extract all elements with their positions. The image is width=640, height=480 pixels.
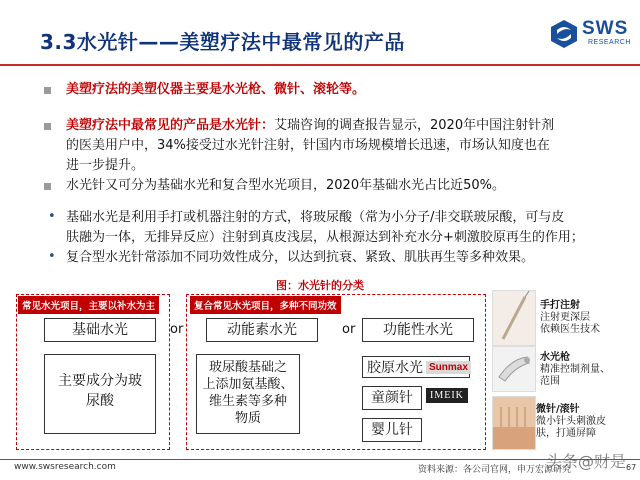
bullet-1-highlight: 美塑疗法的美塑仪器主要是水光枪、微针、滚轮等。 — [66, 82, 366, 97]
sub-bullet-1-line: 肤融为一体，无排异反应）注射到真皮浅层，从根源达到补充水分+刺激胶原再生的作用； — [66, 230, 584, 245]
side-label-title: 手打注射 — [540, 300, 580, 311]
bullet-1 — [66, 80, 365, 100]
logo-subtext: RESEARCH — [588, 39, 631, 46]
basic-desc-line: 尿酸 — [86, 393, 114, 409]
compound-group-tag: 复合常见水光项目，多种不同功效 — [190, 296, 341, 314]
sunmax-brand-logo: Sunmax — [426, 361, 471, 374]
footer-url: www.swsresearch.com — [14, 462, 116, 472]
sub-bullet-2 — [66, 248, 534, 268]
dot-bullet-icon: • — [48, 209, 56, 224]
sub-bullet-2-line: 复合型水光针常添加不同功效性成分，以达到抗衰、紧致、肌肤再生等多种效果。 — [66, 250, 535, 265]
or-label: or — [170, 322, 184, 337]
footer-divider — [0, 459, 640, 460]
sws-logo-icon — [548, 18, 580, 50]
page-number: 67 — [626, 463, 637, 472]
water-gun-icon — [492, 346, 536, 392]
bullet-2-line: 艾瑞咨询的调查报告显示，2020年中国注射针剂 — [274, 118, 555, 133]
basic-water-box: 基础水光 — [44, 318, 156, 342]
power-desc-line: 维生素等多种 — [208, 394, 287, 409]
bullet-3 — [66, 176, 505, 196]
syringe-hand-icon — [492, 290, 536, 346]
functional-water-box: 功能性水光 — [362, 318, 474, 342]
watermark: 头条@财是 — [546, 452, 627, 471]
bullet-square-icon — [44, 183, 51, 190]
side-label-manual — [540, 300, 600, 336]
logo-text: SWS — [582, 18, 629, 39]
collagen-water-label: 胶原水光 — [367, 360, 423, 376]
or-label: or — [342, 322, 356, 337]
bullet-2-highlight: 美塑疗法中最常见的产品是水光针： — [66, 118, 275, 133]
power-water-box: 动能素水光 — [206, 318, 318, 342]
power-desc-box — [196, 354, 300, 434]
power-desc-line: 玻尿酸基础之 — [208, 360, 287, 375]
bullet-square-icon — [44, 123, 51, 130]
side-label-line: 注射更深层 — [540, 312, 590, 323]
basic-desc-box — [44, 354, 156, 434]
footer-source: 资料来源：各公司官网，申万宏源研究 — [418, 465, 572, 475]
microneedle-icon — [492, 396, 536, 450]
side-label-microneedle — [536, 404, 606, 440]
page-title: 3.3水光针——美塑疗法中最常见的产品 — [40, 30, 405, 54]
side-label-line: 微小针头刺激皮 — [536, 416, 606, 427]
basic-desc-line: 主要成分为玻 — [58, 373, 142, 389]
sub-bullet-1-line: 基础水光是利用手打或机器注射的方式，将玻尿酸（常为小分子/非交联玻尿酸，可与皮 — [66, 210, 565, 225]
bullet-square-icon — [44, 87, 51, 94]
power-desc-line: 物质 — [234, 411, 261, 426]
power-desc-line: 上添加氨基酸、 — [202, 377, 294, 392]
sub-bullet-1 — [66, 208, 636, 248]
side-label-title: 水光枪 — [540, 352, 570, 363]
youth-needle-box: 童颜针 — [362, 386, 422, 410]
side-label-gun — [540, 352, 610, 388]
side-label-line: 依赖医生技术 — [540, 324, 600, 335]
figure-caption: 图：水光针的分类 — [276, 279, 364, 292]
side-label-line: 精准控制剂量、 — [540, 364, 610, 375]
bullet-2-line: 的医美用户中，34%接受过水光针注射，针国内市场规模增长迅速，市场认知度也在 — [66, 138, 550, 153]
baby-needle-box: 婴儿针 — [362, 418, 422, 442]
bullet-2 — [66, 116, 626, 176]
imeik-brand-logo: IMEIK — [426, 388, 468, 403]
bullet-2-line: 进一步提升。 — [66, 158, 145, 173]
bullet-3-line: 水光针又可分为基础水光和复合型水光项目，2020年基础水光占比近50%。 — [66, 178, 505, 193]
header-divider — [0, 64, 640, 66]
side-label-line: 肤，打通屏障 — [536, 428, 596, 439]
dot-bullet-icon: • — [48, 249, 56, 264]
basic-group-tag: 常见水光项目，主要以补水为主 — [18, 296, 159, 314]
side-label-line: 范围 — [540, 376, 560, 387]
side-label-title: 微针/滚针 — [536, 404, 580, 415]
